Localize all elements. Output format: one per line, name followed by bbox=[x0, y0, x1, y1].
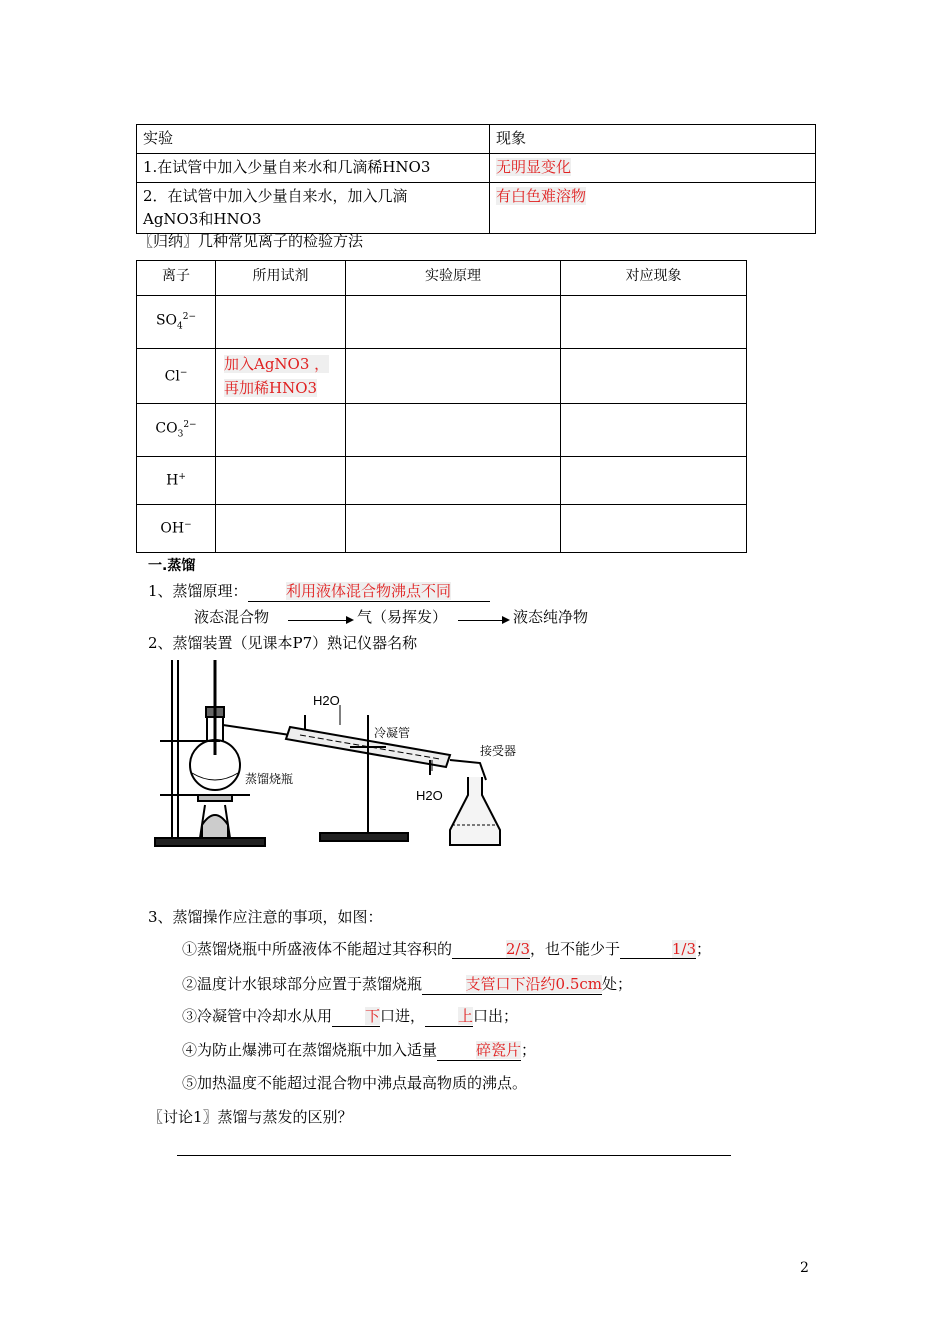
note-1: ①蒸馏烧瓶中所盛液体不能超过其容积的 2/3，也不能少于 1/3； bbox=[182, 940, 712, 958]
table-row bbox=[137, 183, 816, 234]
diagram-label-condenser: 冷凝管 bbox=[374, 726, 411, 740]
table-row bbox=[137, 296, 747, 349]
table-row bbox=[137, 404, 747, 457]
chloride-reagent-line2: 再加稀HNO3 bbox=[224, 379, 318, 397]
experiment-2-line2: AgNO3和HNO3 bbox=[143, 210, 262, 228]
answer-line bbox=[177, 1155, 731, 1156]
note-5: ⑤加热温度不能超过混合物中沸点最高物质的沸点。 bbox=[182, 1074, 528, 1092]
header-reagent: 所用试剂 bbox=[216, 261, 346, 296]
ion-hydrogen: H+ bbox=[137, 457, 216, 505]
note-3-answer-in: 下 bbox=[365, 1007, 381, 1025]
note-3-answer-out: 上 bbox=[458, 1007, 474, 1025]
table-row bbox=[137, 457, 747, 505]
section-title: 一.蒸馏 bbox=[148, 558, 196, 574]
flow-start: 液态混合物 bbox=[194, 608, 270, 626]
ion-sulfate: $SO_4^{2-}$ bbox=[137, 296, 216, 349]
chloride-reagent-line1: 加入AgNO3 ， bbox=[224, 355, 330, 373]
receiver-flask-shape bbox=[450, 777, 500, 845]
notes-heading: 3、蒸馏操作应注意的事项，如图： bbox=[148, 908, 383, 926]
table-row bbox=[137, 505, 747, 553]
table-row bbox=[137, 154, 816, 183]
flow-middle: 气（易挥发） bbox=[357, 608, 448, 626]
table-header-row bbox=[137, 261, 747, 296]
flow-arrow-1 bbox=[288, 620, 348, 621]
header-experiment: 实验 bbox=[137, 125, 490, 154]
table-row bbox=[137, 349, 747, 404]
discussion-question: 〖讨论1〗蒸馏与蒸发的区别？ bbox=[148, 1108, 353, 1126]
experiment-1: 1.在试管中加入少量自来水和几滴稀HNO3 bbox=[137, 154, 490, 183]
table-header-row bbox=[137, 125, 816, 154]
principle-line bbox=[148, 580, 490, 602]
note-2: ②温度计水银球部分应置于蒸馏烧瓶 支管口下沿约0.5cm处； bbox=[182, 975, 633, 993]
note-3: ③冷凝管中冷却水从用 下口进， 上口出； bbox=[182, 1007, 519, 1025]
stand-base-middle bbox=[320, 833, 408, 841]
flow-end: 液态纯净物 bbox=[513, 608, 589, 626]
ion-test-table bbox=[136, 260, 747, 553]
ion-carbonate: $CO_3^{2-}$ bbox=[137, 404, 216, 457]
header-phenomenon: 对应现象 bbox=[561, 261, 747, 296]
note-1-answer-max: 2/3 bbox=[505, 940, 531, 958]
summary-heading: 〖归纳〗几种常见离子的检验方法 bbox=[138, 232, 364, 250]
header-principle: 实验原理 bbox=[346, 261, 561, 296]
diagram-label-water-top: H2O bbox=[313, 693, 340, 708]
note-2-answer: 支管口下沿约0.5cm bbox=[465, 975, 603, 993]
diagram-label-flask: 蒸馏烧瓶 bbox=[245, 772, 294, 786]
experiment-2-line1: 2．在试管中加入少量自来水，加入几滴 bbox=[143, 187, 408, 205]
note-4: ④为防止爆沸可在蒸馏烧瓶中加入适量 碎瓷片； bbox=[182, 1041, 537, 1059]
header-ion: 离子 bbox=[137, 261, 216, 296]
flow-arrowhead-icon bbox=[502, 616, 510, 624]
note-1-answer-min: 1/3 bbox=[671, 940, 697, 958]
phenomenon-2: 有白色难溶物 bbox=[496, 187, 587, 205]
principle-label: 1、蒸馏原理： bbox=[148, 582, 248, 600]
apparatus-line: 2、蒸馏装置（见课本P7）熟记仪器名称 bbox=[148, 634, 418, 652]
ion-hydroxide: OH− bbox=[137, 505, 216, 553]
experiment-table bbox=[136, 124, 816, 234]
header-phenomenon: 现象 bbox=[490, 125, 816, 154]
diagram-label-receiver: 接受器 bbox=[480, 744, 517, 758]
principle-answer: 利用液体混合物沸点不同 bbox=[286, 582, 452, 600]
page-number: 2 bbox=[800, 1260, 809, 1276]
ion-chloride: Cl− bbox=[137, 349, 216, 404]
phenomenon-1: 无明显变化 bbox=[496, 158, 572, 176]
flow-arrowhead-icon bbox=[346, 616, 354, 624]
diagram-label-water-bottom: H2O bbox=[416, 788, 443, 803]
stand-base-left bbox=[155, 838, 265, 846]
distillation-apparatus-diagram bbox=[150, 655, 530, 855]
note-4-answer: 碎瓷片 bbox=[476, 1041, 522, 1059]
flow-arrow-2 bbox=[458, 620, 504, 621]
